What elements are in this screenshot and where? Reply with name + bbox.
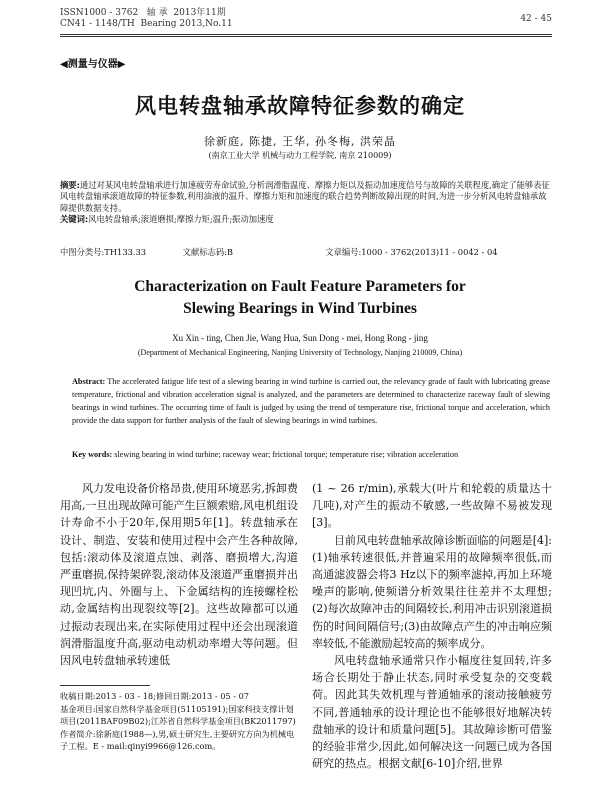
cn-number: CN41 - 1148/TH xyxy=(60,19,135,29)
year-issue: 2013年11期 xyxy=(173,8,226,18)
doc-code: 文献标志码:B xyxy=(182,247,234,257)
abstract-cn-label: 摘要: xyxy=(60,180,80,190)
classification-line xyxy=(60,246,550,258)
keywords-en: slewing bearing in wind turbine; raceway wear; frictional torque; temperature rise; vibration acceleration xyxy=(114,450,459,459)
english-title: Characterization on Fault Feature Parameters for Slewing Bearings in Wind Turbines xyxy=(134,278,466,317)
authors-cn: 徐新庭, 陈捷, 王华, 孙冬梅, 洪荣晶 xyxy=(204,135,396,148)
received-date: 收稿日期:2013 - 03 - 18;修回日期:2013 - 05 - 07 xyxy=(60,691,250,701)
keywords-cn: 风电转盘轴承;滚道磨损;摩擦力矩;温升;振动加速度 xyxy=(88,214,274,225)
journal-en: Bearing 2013,No.11 xyxy=(140,19,233,29)
header-left xyxy=(60,8,233,30)
paragraph: (1 ~ 26 r/min),承载大(叶片和轮毂的质量达十几吨),对产生的振动不敏感,一些故障不易被发现[3]。 xyxy=(312,482,552,530)
header-rule xyxy=(60,34,552,35)
footnote-rule xyxy=(60,685,150,686)
authors-en: Xu Xin - ting, Chen Jie, Wang Hua, Sun Dong - mei, Hong Rong - jing xyxy=(172,333,428,343)
issn: ISSN1000 - 3762 xyxy=(60,8,139,18)
abstract-en-text: The accelerated fatigue life test of a slewing bearing in wind turbine is carried out, the relevancy grade of fault with lubricating grease temperature, frictional and vibration acceleration signal is analyzed, and the parameters are determined to characterize raceway fault of slewing bearings in wind turbines. The occurring time of fault is judged by using the trend of temperature rise, frictional torque and acceleration, which provide the data support for further analysis of the fault of slewing bearings in wind turbines. xyxy=(72,377,550,425)
article-number: 文章编号:1000 - 3762(2013)11 - 0042 - 04 xyxy=(325,247,498,257)
paragraph: 目前风电转盘轴承故障诊断面临的问题是[4]:(1)轴承转速很低,并普遍采用的故障频率很低,而高通滤波器会将3 Hz以下的频率滤掉,再加上环境噪声的影响,使频谱分析效果往往差并不太理想;(2)每次故障冲击的间隔较长,利用冲击识别滚道损伤的时间间隔信号;(3)由故障点产生的冲击响应频率较低,不能激励起较高的频率成分。 xyxy=(312,533,552,650)
clc-number: 中图分类号:TH133.33 xyxy=(60,247,147,257)
keywords-en-line xyxy=(72,450,550,459)
section-label: ◀测量与仪器▶ xyxy=(60,59,126,70)
body-column-right xyxy=(312,480,552,772)
journal-cn: 轴 承 xyxy=(146,8,168,18)
footnote xyxy=(60,690,300,753)
header-rule-2 xyxy=(60,36,552,37)
abstract-en-label: Abstract: xyxy=(72,377,106,386)
abstract-cn xyxy=(60,180,550,226)
paragraph: 风电转盘轴承通常只作小幅度往复回转,许多场合长期处于静止状态,同时承受复杂的交变载荷。因此其失效机理与普通轴承的滚动接触疲劳不同,普通轴承的设计理论也不能够很好地解决转盘轴承的设计和质量问题[5]。其故障诊断可借鉴的经验非常少,因此,如何解决这一问题已成为各国研究的热点。根据文献[6-10]介绍,世界 xyxy=(312,654,552,771)
keywords-en-label: Key words: xyxy=(72,450,113,459)
keywords-cn-label: 关键词: xyxy=(60,214,89,225)
fund-info: 基金项目:国家自然科学基金项目(51105191);国家科技支撑计划项目(2011BAF09B02);江苏省自然科学基金项目(BK2011797) xyxy=(60,703,296,726)
author-bio: 作者简介:徐新庭(1988—),男,硕士研究生,主要研究方向为机械电子工程。E - mail:qinyi9966@126.com。 xyxy=(60,728,295,751)
abstract-cn-text: 通过对某风电转盘轴承进行加速疲劳寿命试验,分析润滑脂温度、摩擦力矩以及振动加速度信号与故障的关联程度,确定了能够表征风电转盘轴承滚道故障的特征参数,利用油液的温升、摩擦力矩和加速度的联合趋势判断故障出现的时间,为进一步分析风电转盘轴承故障提供数据支持。 xyxy=(60,180,550,213)
abstract-en xyxy=(72,375,550,427)
page-title: 风电转盘轴承故障特征参数的确定 xyxy=(135,94,465,118)
body-column-left xyxy=(60,480,298,669)
paragraph: 风力发电设备价格昂贵,使用环境恶劣,拆卸费用高,一旦出现故障可能产生巨额索赔,风电机组设计寿命不小于20年,保用期5年[1]。转盘轴承在设计、制造、安装和使用过程中会产生各种故障,包括:滚动体及滚道点蚀、剥落、磨损增大,沟道严重磨损,保持架碎裂,滚动体及滚道严重磨损并出现凹坑,内、外圈与上、下金属结构的连接螺栓松动,金属结构出现裂纹等[2]。这些故障都可以通过振动表现出来,在实际使用过程中还会出现滚道润滑脂温度升高,驱动电动机动率增大等问题。但因风电转盘轴承转速低 xyxy=(60,482,298,668)
page-range: 42 - 45 xyxy=(520,14,552,24)
affiliation-cn: (南京工业大学 机械与动力工程学院, 南京 210009) xyxy=(208,151,392,160)
affiliation-en: (Department of Mechanical Engineering, Nanjing University of Technology, Nanjing 210009, China) xyxy=(137,348,463,357)
